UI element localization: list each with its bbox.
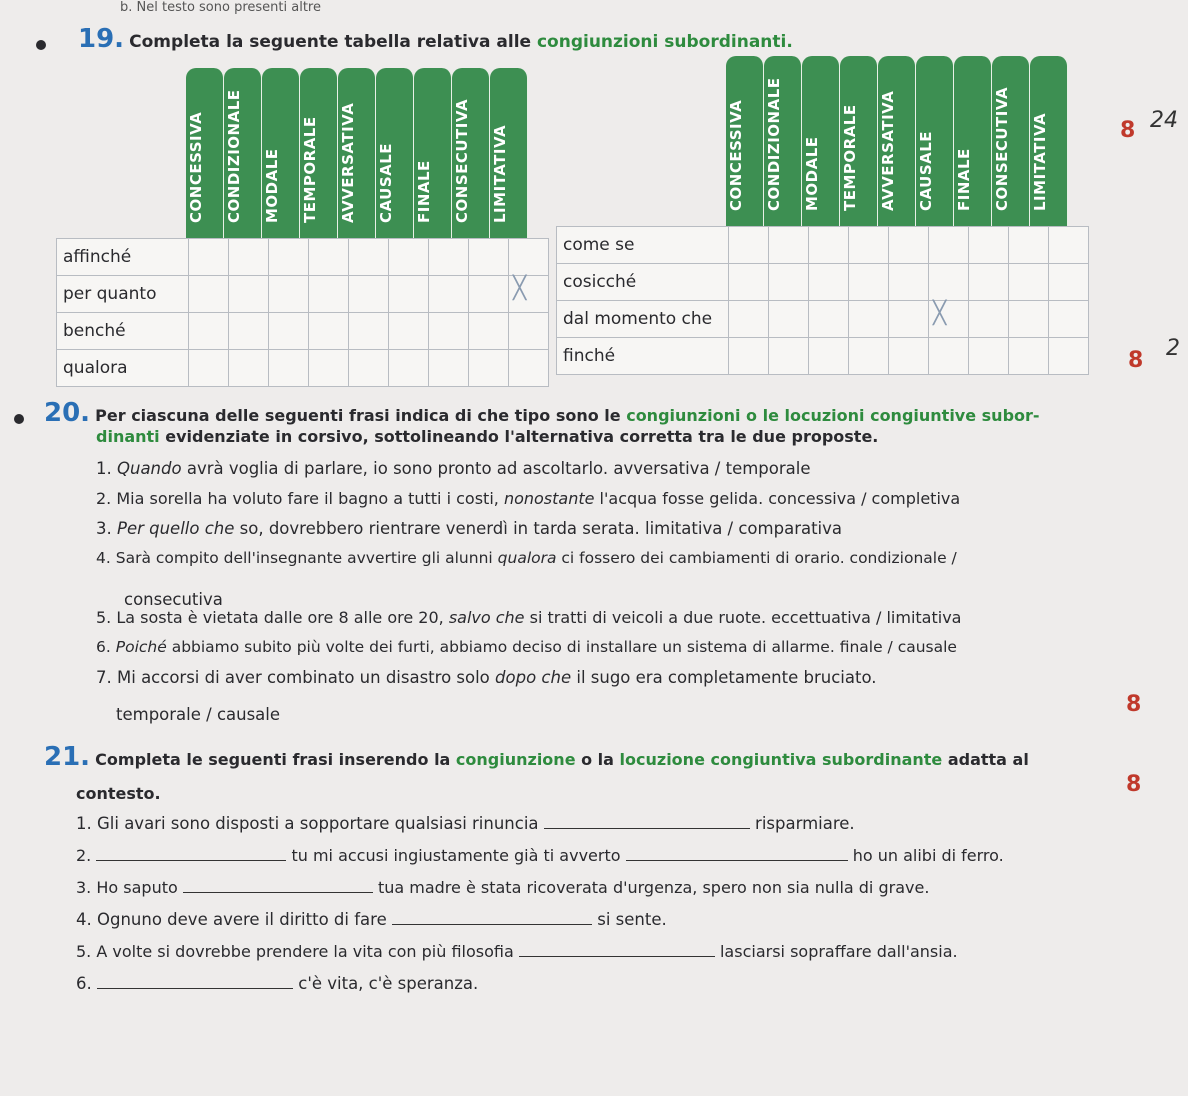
ex19-heading [78, 24, 793, 54]
exercise-title: Completa la seguente tabella relativa alle [129, 32, 537, 52]
table-cell[interactable] [269, 276, 309, 313]
handwritten-mark-icon: 8 [1126, 772, 1142, 797]
table-cell[interactable] [889, 264, 929, 301]
table-cell[interactable] [469, 313, 509, 350]
list-item-continuation: consecutiva [124, 590, 223, 609]
exercise-title: adatta al [942, 750, 1029, 769]
table-cell[interactable] [189, 239, 229, 276]
list-item: 4. Ognuno deve avere il diritto di fare si sente. [76, 910, 667, 929]
list-item-continuation: temporale / causale [116, 705, 281, 724]
table-row [57, 350, 549, 387]
table-cell[interactable] [229, 276, 269, 313]
column-header: CONSECUTIVA [992, 56, 1030, 226]
table-cell[interactable] [889, 227, 929, 264]
list-item: 7. Mi accorsi di aver combinato un disastro solo dopo che il sugo era completamente bruciato. [96, 668, 877, 687]
row-label: cosicché [557, 264, 729, 301]
table-row [557, 227, 1089, 264]
table-cell[interactable] [729, 301, 769, 338]
handwritten-score: 2 [1166, 336, 1180, 361]
handwritten-mark-icon: 8 [1128, 348, 1144, 373]
table-cell[interactable] [809, 264, 849, 301]
row-label: qualora [57, 350, 189, 387]
column-header: TEMPORALE [300, 68, 338, 238]
exercise-title-highlight: dinanti [96, 427, 160, 446]
right-table-grid [556, 226, 1089, 375]
exercise-title-line2: contesto. [76, 784, 161, 803]
table-cell[interactable] [269, 313, 309, 350]
ex21-heading [44, 742, 1029, 772]
ex20-heading-line2 [96, 427, 878, 446]
table-cell[interactable] [769, 338, 809, 375]
table-cell[interactable] [1009, 264, 1049, 301]
column-header: CONCESSIVA [186, 68, 224, 238]
table-cell[interactable] [929, 264, 969, 301]
bullet [36, 40, 46, 50]
list-item: 5. La sosta è vietata dalle ore 8 alle ore 20, salvo che si tratti di veicoli a due ruote. eccettuativa / limitativa [96, 608, 962, 627]
answer-blank[interactable] [183, 892, 373, 893]
exercise-number: 21. [44, 742, 91, 772]
list-item: 6. c'è vita, c'è speranza. [76, 974, 479, 993]
column-headers [186, 68, 549, 238]
table-row [557, 301, 1089, 338]
table-cell[interactable] [189, 276, 229, 313]
table-cell[interactable] [769, 264, 809, 301]
list-item: 5. A volte si dovrebbe prendere la vita con più filosofia lasciarsi sopraffare dall'ansia. [76, 942, 958, 961]
table-cell[interactable] [729, 227, 769, 264]
table-cell[interactable] [309, 350, 349, 387]
table-cell[interactable] [1009, 301, 1049, 338]
table-cell[interactable] [269, 239, 309, 276]
table-cell[interactable] [269, 350, 309, 387]
exercise-title: Completa le seguenti frasi inserendo la [95, 750, 456, 769]
table-cell[interactable] [1009, 338, 1049, 375]
left-table-grid [56, 238, 549, 387]
table-cell[interactable] [309, 239, 349, 276]
table-cell[interactable] [429, 239, 469, 276]
row-label: benché [57, 313, 189, 350]
x-mark-icon: ╳ [513, 276, 527, 301]
top-partial-text: b. Nel testo sono presenti altre [120, 0, 321, 15]
table-cell[interactable] [469, 276, 509, 313]
list-item: 1. Quando avrà voglia di parlare, io sono pronto ad ascoltarlo. avversativa / temporale [96, 459, 811, 478]
row-label: come se [557, 227, 729, 264]
table-cell[interactable] [349, 239, 389, 276]
column-header: CONDIZIONALE [764, 56, 802, 226]
answer-blank[interactable] [97, 988, 293, 989]
table-cell[interactable] [1049, 338, 1089, 375]
table-cell[interactable] [1009, 227, 1049, 264]
list-item: 3. Ho saputo tua madre è stata ricoverata d'urgenza, spero non sia nulla di grave. [76, 878, 930, 897]
table-cell[interactable] [389, 276, 429, 313]
table-cell[interactable] [509, 313, 549, 350]
table-cell[interactable] [849, 227, 889, 264]
bullet [14, 414, 24, 424]
table-cell[interactable] [469, 350, 509, 387]
list-item: 2. tu mi accusi ingiustamente già ti avverto ho un alibi di ferro. [76, 846, 1004, 865]
exercise-title-highlight: congiunzioni subordinanti. [536, 32, 793, 52]
exercise-number: 20. [44, 398, 91, 428]
table-cell[interactable] [389, 239, 429, 276]
exercise-title: Per ciascuna delle seguenti frasi indica di che tipo sono le [95, 406, 627, 425]
table-cell[interactable] [1049, 264, 1089, 301]
column-header: MODALE [262, 68, 300, 238]
ex20-heading [44, 398, 1040, 428]
table-cell[interactable] [469, 239, 509, 276]
table-cell[interactable] [429, 350, 469, 387]
table-cell[interactable] [229, 313, 269, 350]
list-item: 6. Poiché abbiamo subito più volte dei furti, abbiamo deciso di installare un sistema di allarme. finale / causale [96, 638, 957, 656]
handwritten-mark-icon: 8 [1126, 692, 1142, 717]
handwritten-score: 24 [1150, 108, 1178, 133]
column-header: LIMITATIVA [1030, 56, 1068, 226]
column-header: MODALE [802, 56, 840, 226]
table-cell[interactable] [309, 313, 349, 350]
column-header: CONDIZIONALE [224, 68, 262, 238]
table-cell[interactable] [229, 239, 269, 276]
table-cell[interactable] [929, 301, 969, 338]
table-cell[interactable] [1049, 301, 1089, 338]
table-cell[interactable] [969, 301, 1009, 338]
table-cell[interactable] [969, 227, 1009, 264]
table-cell[interactable] [929, 338, 969, 375]
table-cell[interactable] [849, 264, 889, 301]
column-header: CAUSALE [376, 68, 414, 238]
row-label: finché [557, 338, 729, 375]
table-cell[interactable] [1049, 227, 1089, 264]
table-cell[interactable] [849, 301, 889, 338]
row-label: dal momento che [557, 301, 729, 338]
table-cell[interactable] [309, 276, 349, 313]
table-cell[interactable] [929, 227, 969, 264]
exercise-number: 19. [78, 24, 125, 54]
list-item: 1. Gli avari sono disposti a sopportare qualsiasi rinuncia risparmiare. [76, 814, 855, 833]
exercise-title: o la [575, 750, 620, 769]
column-header: CONCESSIVA [726, 56, 764, 226]
exercise-title-highlight: congiunzioni o le locuzioni congiuntive subor- [626, 406, 1040, 425]
table-cell[interactable] [429, 313, 469, 350]
table-cell[interactable] [969, 338, 1009, 375]
table-cell[interactable] [889, 301, 929, 338]
row-label: per quanto [57, 276, 189, 313]
table-cell[interactable] [349, 313, 389, 350]
answer-blank[interactable] [96, 860, 286, 861]
table-cell[interactable] [229, 350, 269, 387]
table-cell[interactable] [389, 313, 429, 350]
table-cell[interactable] [189, 313, 229, 350]
exercise-title-highlight: locuzione congiuntiva subordinante [619, 750, 943, 769]
answer-blank[interactable] [544, 828, 750, 829]
column-header: CAUSALE [916, 56, 954, 226]
table-cell[interactable] [349, 276, 389, 313]
column-header: AVVERSATIVA [338, 68, 376, 238]
right-conjunction-table [556, 56, 1089, 375]
table-cell[interactable] [509, 350, 549, 387]
x-mark-icon: ╳ [933, 301, 947, 326]
column-header: FINALE [414, 68, 452, 238]
table-cell[interactable] [729, 264, 769, 301]
table-cell[interactable] [809, 227, 849, 264]
list-item: 3. Per quello che so, dovrebbero rientrare venerdì in tarda serata. limitativa / comparativa [96, 519, 843, 538]
column-header: CONSECUTIVA [452, 68, 490, 238]
table-cell[interactable] [849, 338, 889, 375]
answer-blank[interactable] [392, 924, 592, 925]
list-item: 2. Mia sorella ha voluto fare il bagno a tutti i costi, nonostante l'acqua fosse gelida. concessiva / completiva [96, 489, 961, 508]
table-cell[interactable] [349, 350, 389, 387]
table-row [57, 313, 549, 350]
answer-blank[interactable] [626, 860, 848, 861]
table-cell[interactable] [729, 338, 769, 375]
table-row [57, 239, 549, 276]
table-cell[interactable] [429, 276, 469, 313]
handwritten-mark-icon: 8 [1120, 118, 1136, 143]
table-cell[interactable] [509, 239, 549, 276]
table-cell[interactable] [389, 350, 429, 387]
answer-blank[interactable] [519, 956, 715, 957]
left-conjunction-table [56, 68, 549, 387]
list-item: 4. Sarà compito dell'insegnante avvertire gli alunni qualora ci fossero dei cambiamenti di orario. condizionale / [96, 549, 957, 567]
exercise-title: evidenziate in corsivo, sottolineando l'alternativa corretta tra le due proposte. [159, 427, 879, 446]
column-header: FINALE [954, 56, 992, 226]
exercise-title-highlight: congiunzione [455, 750, 576, 769]
table-cell[interactable] [509, 276, 549, 313]
table-cell[interactable] [189, 350, 229, 387]
table-row [557, 264, 1089, 301]
column-header: TEMPORALE [840, 56, 878, 226]
row-label: affinché [57, 239, 189, 276]
table-cell[interactable] [889, 338, 929, 375]
table-cell[interactable] [969, 264, 1009, 301]
column-headers [726, 56, 1089, 226]
table-cell[interactable] [769, 227, 809, 264]
table-cell[interactable] [809, 301, 849, 338]
table-row [57, 276, 549, 313]
table-row [557, 338, 1089, 375]
table-cell[interactable] [809, 338, 849, 375]
column-header: AVVERSATIVA [878, 56, 916, 226]
table-cell[interactable] [769, 301, 809, 338]
column-header: LIMITATIVA [490, 68, 528, 238]
